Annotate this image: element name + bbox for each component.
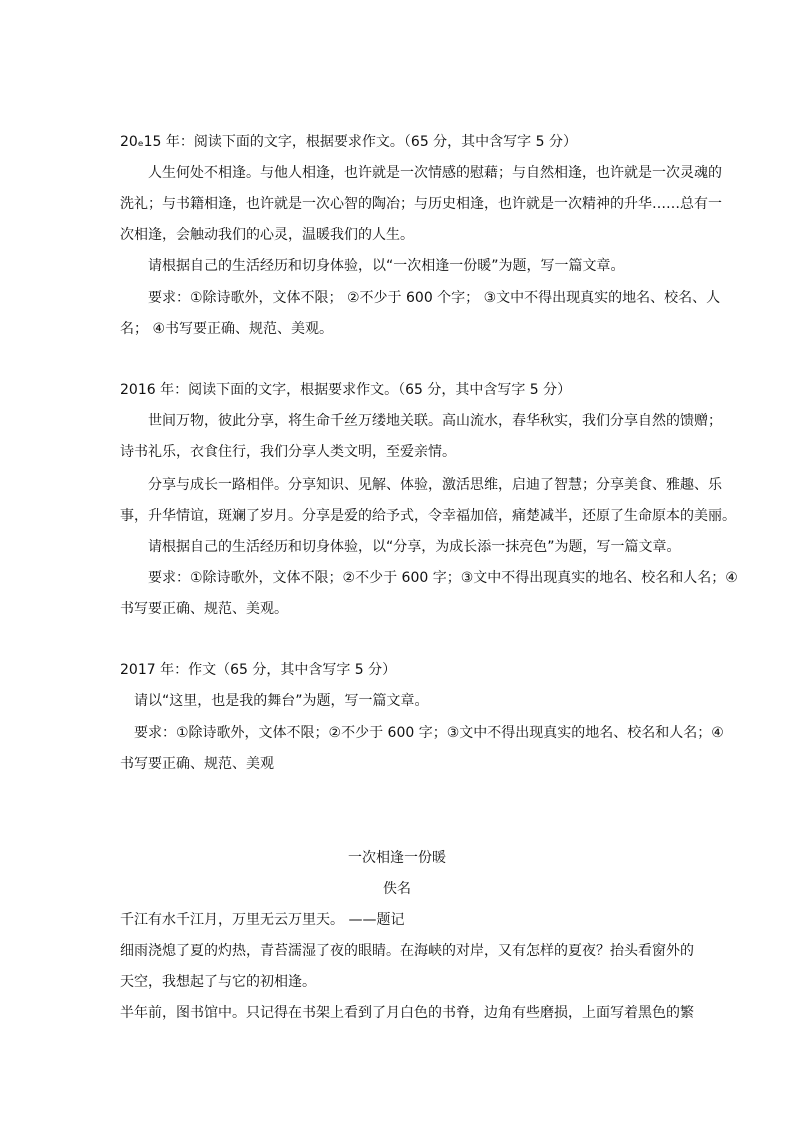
section-2015-heading: 20ₑ15 年：阅读下面的文字，根据要求作文。（65 分，其中含写字 5 分） (120, 134, 577, 150)
section-2016-requirements: 要求：①除诗歌外，文体不限；②不少于 600 字；③文中不得出现真实的地名、校名和人名；④ (148, 570, 738, 586)
section-2016-prompt: 请根据自己的生活经历和切身体验，以“分享，为成长添一抹亮色”为题，写一篇文章。 (148, 539, 681, 555)
essay-epigraph: 千江有水千江月，万里无云万里天。 ——题记 (120, 912, 405, 928)
essay-paragraph-line: 细雨浇熄了夏的灼热，青苔濡湿了夜的眼睛。在海峡的对岸，又有怎样的夏夜？抬头看窗外的 (120, 943, 694, 959)
section-2015-paragraph-line: 人生何处不相逢。与他人相逢，也许就是一次情感的慰藉；与自然相逢，也许就是一次灵魂的 (148, 165, 722, 181)
section-2015-requirements: 要求：①除诗歌外，文体不限； ②不少于 600 个字； ③文中不得出现真实的地名、校名、人 (148, 290, 721, 306)
section-2016-paragraph-line: 诗书礼乐，衣食住行，我们分享人类文明，至爱亲情。 (120, 444, 456, 460)
essay-title: 一次相逢一份暖 (348, 850, 446, 866)
essay-paragraph-line: 天空，我想起了与它的初相逢。 (120, 974, 316, 990)
section-2015-paragraph-line: 洗礼；与书籍相逢，也许就是一次心智的陶冶；与历史相逢，也许就是一次精神的升华……总有一 (120, 196, 722, 212)
section-2017-requirements: 要求：①除诗歌外，文体不限；②不少于 600 字；③文中不得出现真实的地名、校名和人名；④ (134, 725, 724, 741)
section-2015-prompt: 请根据自己的生活经历和切身体验，以“一次相逢一份暖”为题，写一篇文章。 (148, 258, 625, 274)
section-2015-paragraph-line: 次相逢，会触动我们的心灵，温暖我们的人生。 (120, 227, 414, 243)
section-2017-requirements: 书写要正确、规范、美观 (120, 756, 274, 772)
section-2017-prompt: 请以“这里，也是我的舞台”为题，写一篇文章。 (134, 693, 429, 709)
section-2015-requirements: 名； ④书写要正确、规范、美观。 (120, 321, 334, 337)
section-2016-paragraph-line: 事，升华情谊，斑斓了岁月。分享是爱的给予式，令幸福加倍，痛楚减半，还原了生命原本的美丽。 (120, 508, 736, 524)
section-2016-paragraph-line: 世间万物，彼此分享，将生命千丝万缕地关联。高山流水，春华秋实，我们分享自然的馈赠； (148, 413, 722, 429)
section-2017-heading: 2017 年：作文（65 分，其中含写字 5 分） (120, 662, 397, 678)
section-2016-requirements: 书写要正确、规范、美观。 (120, 601, 288, 617)
section-2016-paragraph-line: 分享与成长一路相伴。分享知识、见解、体验，激活思维，启迪了智慧；分享美食、雅趣、乐 (148, 477, 722, 493)
essay-paragraph-line: 半年前，图书馆中。只记得在书架上看到了月白色的书脊，边角有些磨损，上面写着黑色的繁 (120, 1005, 694, 1021)
section-2016-heading: 2016 年：阅读下面的文字，根据要求作文。（65 分，其中含写字 5 分） (120, 382, 572, 398)
essay-author: 佚名 (383, 881, 411, 897)
